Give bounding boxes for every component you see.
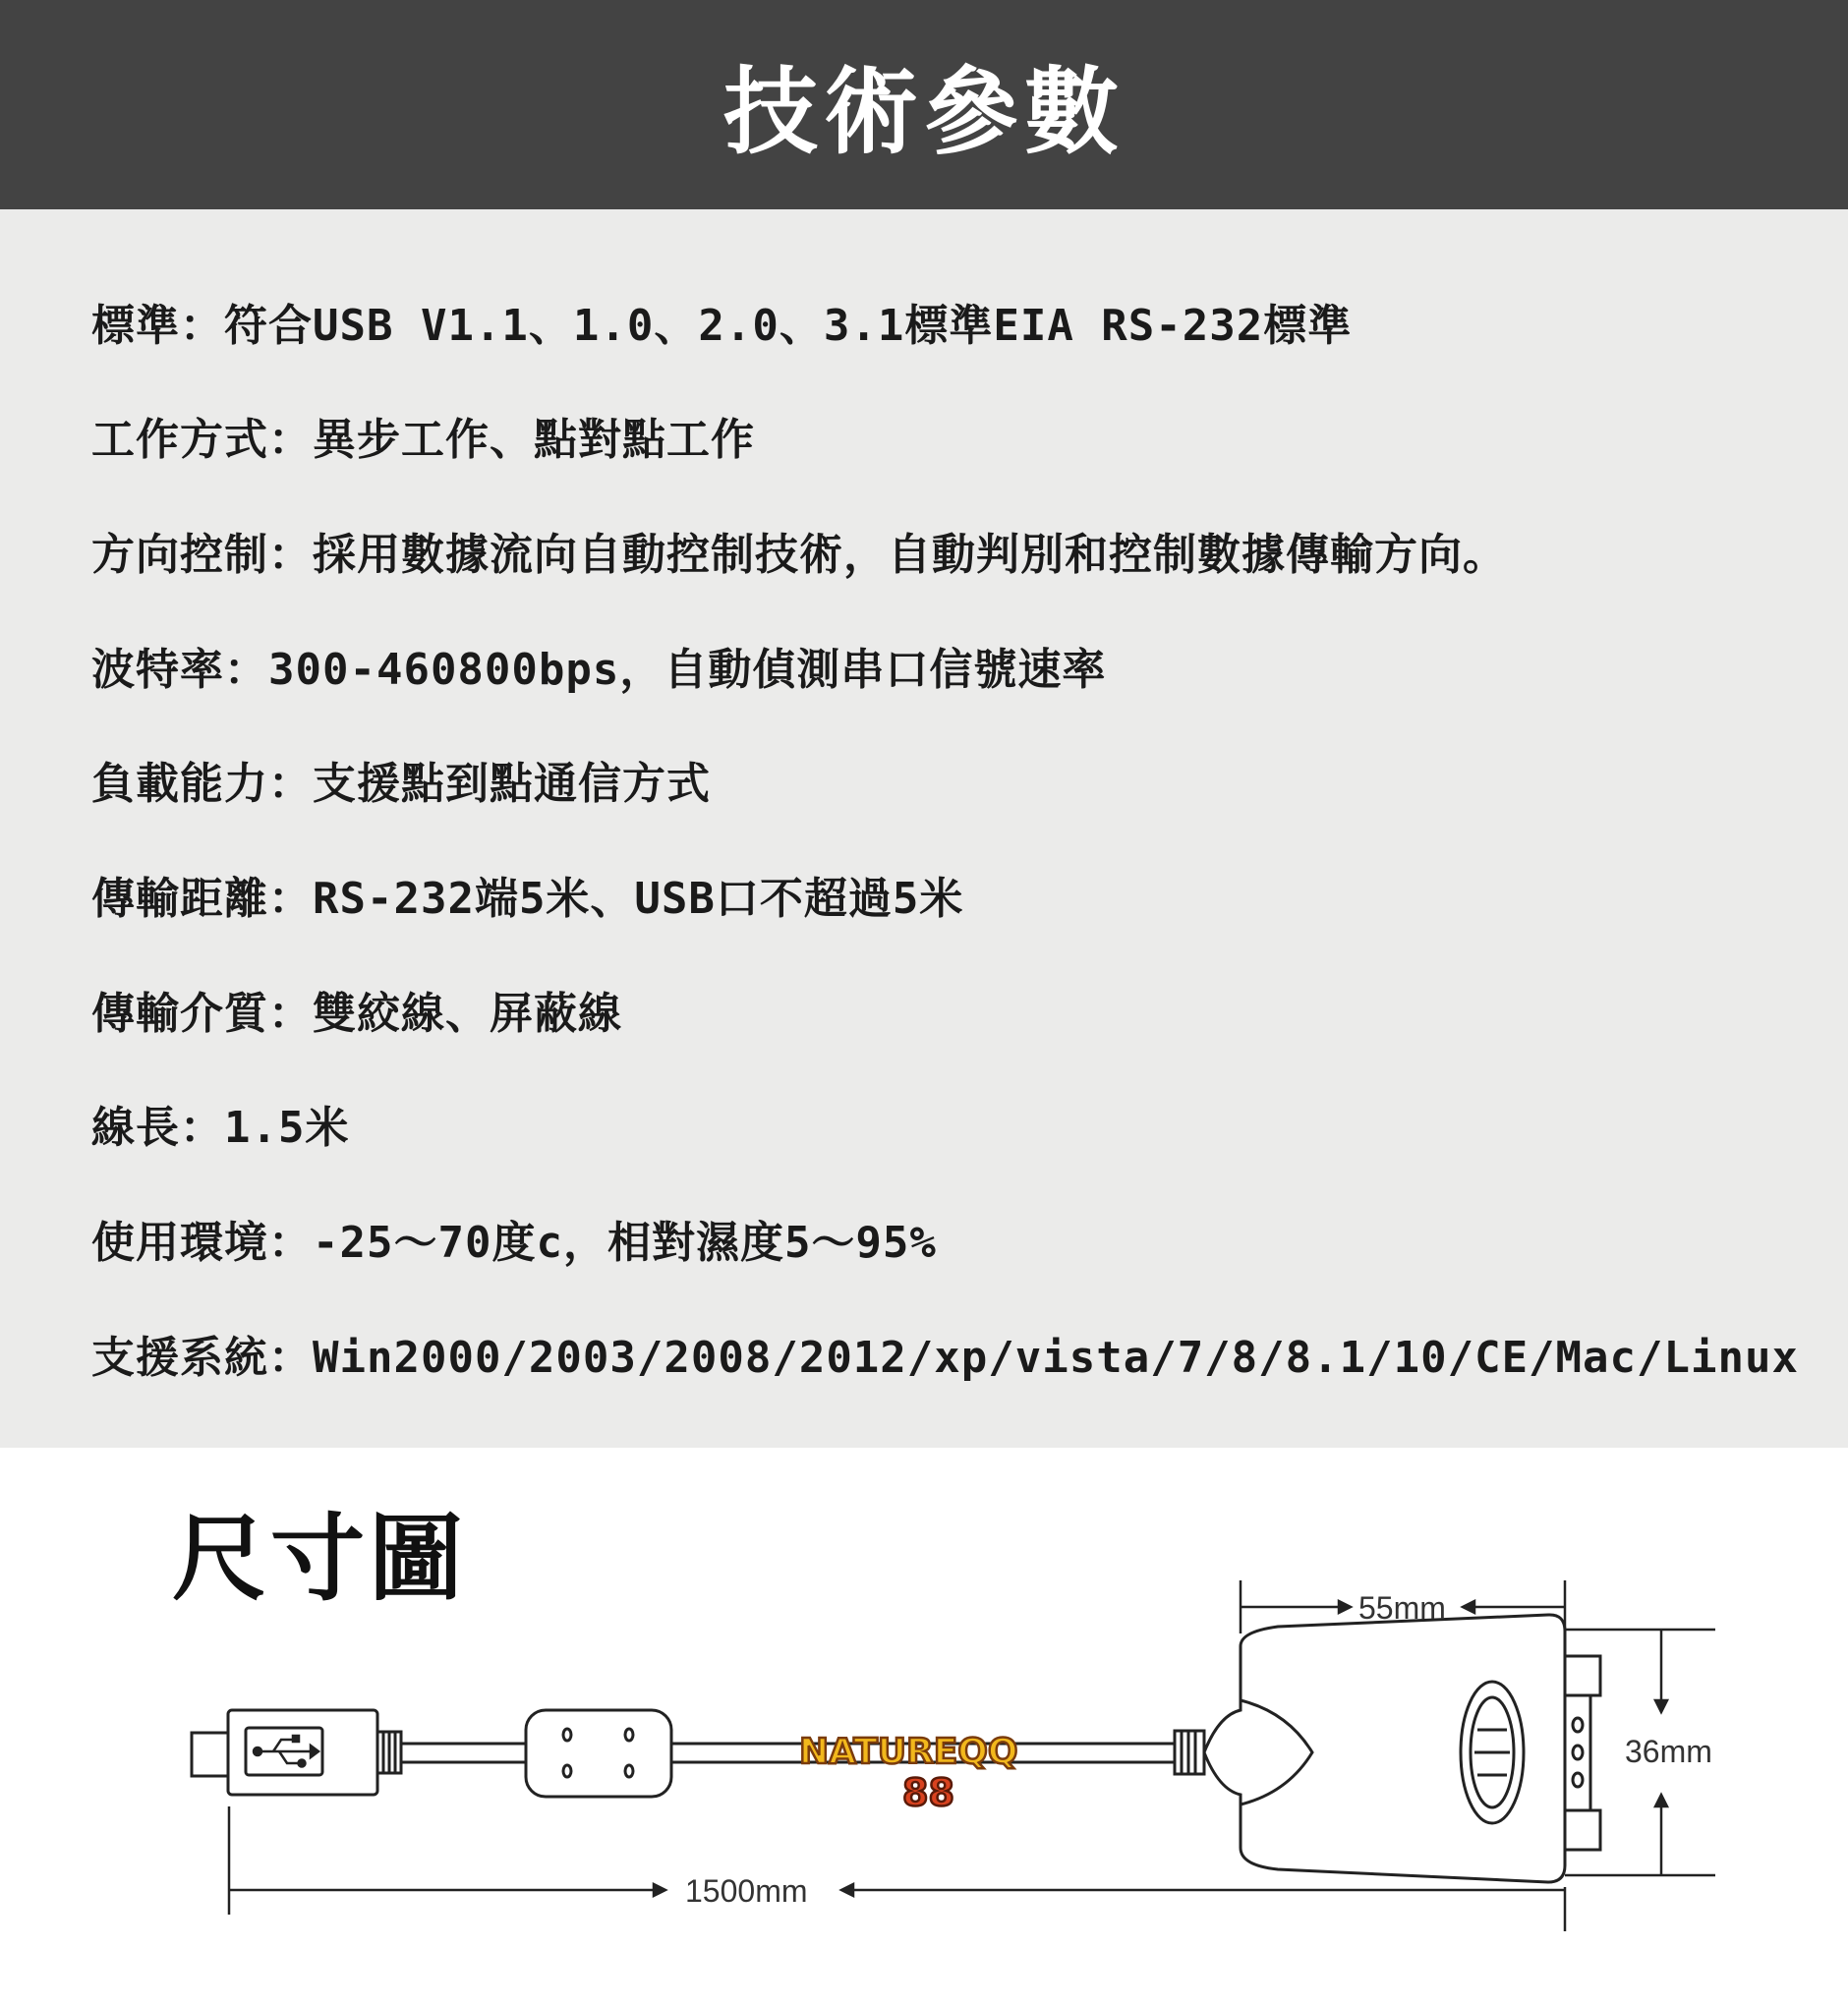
spec-label: 負載能力： <box>91 759 313 809</box>
spec-value: 異步工作、點對點工作 <box>313 415 755 465</box>
spec-cable-length <box>91 1092 349 1155</box>
rs232-connector <box>1175 1615 1600 1882</box>
width-dimension-label: 55mm <box>1358 1590 1446 1626</box>
spec-label: 支援系統： <box>91 1333 313 1383</box>
spec-work-mode <box>91 404 755 467</box>
spec-baud-rate <box>91 634 1106 697</box>
page-title: 技術參數 <box>723 57 1125 167</box>
spec-load-capacity <box>91 748 711 811</box>
spec-direction-control <box>91 519 1507 582</box>
spec-value: RS-232端5米、USB口不超過5米 <box>313 874 964 924</box>
spec-value: Win2000/2003/2008/2012/xp/vista/7/8/8.1/10/CE/Mac/Linux <box>313 1333 1799 1383</box>
ferrite-bead <box>526 1710 671 1797</box>
spec-value: 1.5米 <box>224 1103 350 1153</box>
watermark-text: NATUREQQ <box>799 1732 1018 1772</box>
spec-standard <box>91 290 1352 353</box>
spec-label: 工作方式： <box>91 415 313 465</box>
spec-value: -25～70度c，相對濕度5～95% <box>313 1218 937 1268</box>
spec-label: 傳輸介質： <box>91 989 313 1039</box>
spec-label: 波特率： <box>91 645 268 695</box>
specs-panel <box>0 209 1848 1448</box>
spec-label: 使用環境： <box>91 1218 313 1268</box>
spec-environment <box>91 1207 937 1270</box>
dimension-title: 尺寸圖 <box>172 1504 467 1614</box>
spec-label: 線長： <box>91 1103 224 1153</box>
cable-line <box>401 1744 1175 1762</box>
header-banner <box>0 0 1848 209</box>
spec-label: 方向控制： <box>91 530 313 580</box>
spec-value: 支援點到點通信方式 <box>313 759 711 809</box>
spec-value: 雙絞線、屏蔽線 <box>313 989 622 1039</box>
watermark-logo <box>799 1732 1018 1814</box>
spec-supported-systems <box>91 1322 1799 1385</box>
dimension-diagram <box>0 1553 1848 1976</box>
length-dimension-label: 1500mm <box>685 1873 808 1909</box>
spec-value: 採用數據流向自動控制技術，自動判別和控制數據傳輸方向。 <box>313 530 1507 580</box>
spec-value: 符合USB V1.1、1.0、2.0、3.1標準EIA RS-232標準 <box>224 301 1353 351</box>
height-dimension-label: 36mm <box>1625 1734 1712 1769</box>
spec-transmission-distance <box>91 863 963 926</box>
watermark-number: 88 <box>902 1771 954 1814</box>
spec-transmission-medium <box>91 978 622 1041</box>
spec-label: 標準： <box>91 301 224 351</box>
spec-value: 300-460800bps，自動偵測串口信號速率 <box>268 645 1107 695</box>
spec-label: 傳輸距離： <box>91 874 313 924</box>
